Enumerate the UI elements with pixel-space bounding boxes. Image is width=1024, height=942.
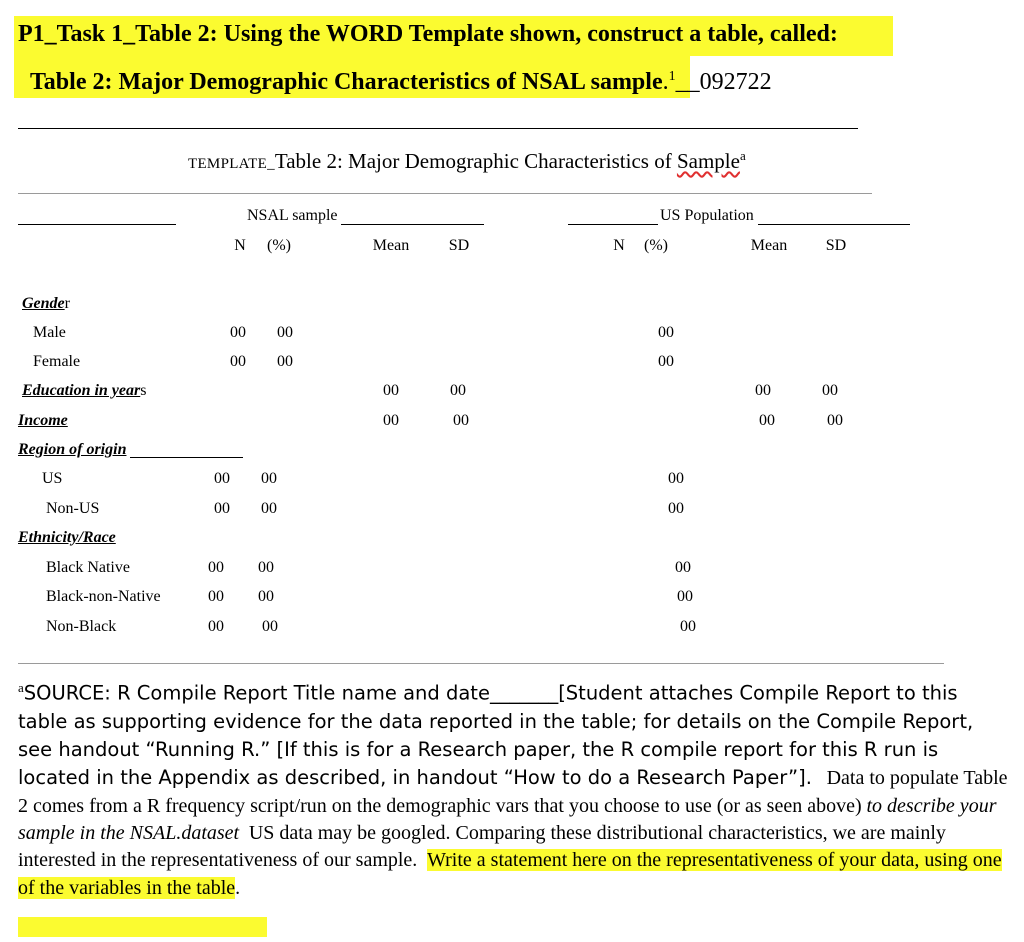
cell-non-black-us-pct: 00 — [680, 618, 696, 635]
col-nsal-pct: (%) — [267, 237, 291, 254]
col-us-pct: (%) — [644, 237, 668, 254]
date-code: __092722 — [675, 69, 772, 95]
cell-black-native-pct: 00 — [258, 559, 274, 576]
cell-us-pct: 00 — [261, 470, 277, 487]
section-income: Income — [18, 412, 68, 429]
divider-top — [18, 128, 858, 129]
us-group-label: US Population — [660, 207, 754, 224]
nsal-group-label: NSAL sample — [247, 207, 338, 224]
source-superscript: a — [18, 680, 24, 695]
region-rule — [130, 457, 243, 458]
row-label-black-non-native: Black-non-Native — [46, 588, 161, 605]
footnote-mark: 1 — [668, 69, 676, 84]
cell-black-non-native-pct: 00 — [258, 588, 274, 605]
cell-black-native-us-pct: 00 — [675, 559, 691, 576]
cell-non-us-pct: 00 — [261, 500, 277, 517]
divider-bottom — [18, 663, 944, 664]
cell-female-us-pct: 00 — [658, 353, 674, 370]
section-gender: Gender — [22, 295, 70, 312]
nsal-rule-left — [18, 224, 176, 225]
cell-income-us-sd: 00 — [827, 412, 843, 429]
us-rule-right — [758, 224, 910, 225]
task-label: P1_Task 1_Table 2: — [18, 21, 218, 47]
row-label-non-us: Non-US — [46, 500, 100, 517]
header-period: . — [662, 69, 669, 95]
template-superscript: a — [739, 148, 746, 163]
cell-non-us-n: 00 — [214, 500, 230, 517]
header-line-1 — [18, 18, 838, 50]
cell-male-pct: 00 — [277, 324, 293, 341]
cell-us-us-pct: 00 — [668, 470, 684, 487]
row-label-non-black: Non-Black — [46, 618, 117, 635]
source-data-text: Data to populate Table 2 comes from a R frequency script/run on the demographic vars that you choose to use (or as seen above) — [18, 767, 1008, 817]
cell-black-non-native-n: 00 — [208, 588, 224, 605]
cell-income-us-mean: 00 — [759, 412, 775, 429]
section-education: Education in years — [22, 382, 147, 399]
header-line-2 — [30, 61, 772, 98]
section-ethnicity: Ethnicity/Race — [18, 529, 116, 546]
cell-black-non-native-us-pct: 00 — [677, 588, 693, 605]
nsal-rule-right — [341, 224, 484, 225]
source-compile-report-text: SOURCE: R Compile Report Title name and date_______[Student attaches Compile Report to this table as supporting evidence for the data reported in the table; for details on the Compile Report, see handout “Running R.” [If this is for a Research paper, the R compile report for this R run is located in the Appendix as described, in handout “How to do a Research Paper”]. — [18, 681, 974, 790]
cell-black-native-n: 00 — [208, 559, 224, 576]
cell-education-us-sd: 00 — [822, 382, 838, 399]
col-nsal-n: N — [234, 237, 246, 254]
row-label-black-native: Black Native — [46, 559, 130, 576]
col-us-mean: Mean — [750, 237, 788, 254]
template-title-text: Table 2: Major Demographic Characteristics of — [274, 149, 677, 173]
cell-income-sd: 00 — [453, 412, 469, 429]
us-rule-left — [568, 224, 658, 225]
footer-highlight-tail — [18, 917, 267, 937]
template-title — [188, 143, 746, 177]
col-nsal-sd: SD — [448, 237, 470, 254]
section-region: Region of origin — [18, 441, 127, 458]
source-paragraph — [18, 674, 1010, 902]
col-us-n: N — [613, 237, 625, 254]
col-us-sd: SD — [825, 237, 847, 254]
row-label-us: US — [42, 470, 63, 487]
row-label-male: Male — [33, 324, 66, 341]
task-instruction: Using the WORD Template shown, construct a table, called: — [223, 21, 838, 47]
cell-male-us-pct: 00 — [658, 324, 674, 341]
cell-non-black-pct: 00 — [262, 618, 278, 635]
cell-female-n: 00 — [230, 353, 246, 370]
representativeness-instruction: Write a statement here on the representativeness of your data, using one of the variables in the table — [18, 849, 1002, 899]
cell-male-n: 00 — [230, 324, 246, 341]
cell-education-us-mean: 00 — [755, 382, 771, 399]
cell-income-mean: 00 — [383, 412, 399, 429]
cell-us-n: 00 — [214, 470, 230, 487]
sample-word: Sample — [676, 149, 740, 173]
template-prefix: TEMPLATE_ — [188, 156, 275, 172]
source-italic-text: to describe your sample in the NSAL.dataset — [18, 794, 997, 844]
instruction-period: . — [235, 876, 241, 899]
cell-education-sd: 00 — [450, 382, 466, 399]
table-caption: Table 2: Major Demographic Characteristics of NSAL sample — [30, 69, 663, 95]
divider-title — [18, 193, 872, 194]
cell-education-mean: 00 — [383, 382, 399, 399]
cell-non-us-us-pct: 00 — [668, 500, 684, 517]
cell-female-pct: 00 — [277, 353, 293, 370]
cell-non-black-n: 00 — [208, 618, 224, 635]
col-nsal-mean: Mean — [372, 237, 410, 254]
row-label-female: Female — [33, 353, 81, 370]
source-comparison-text: US data may be googled. Comparing these distributional characteristics, we are mainly interested in the representativeness of our sample. — [18, 821, 946, 872]
